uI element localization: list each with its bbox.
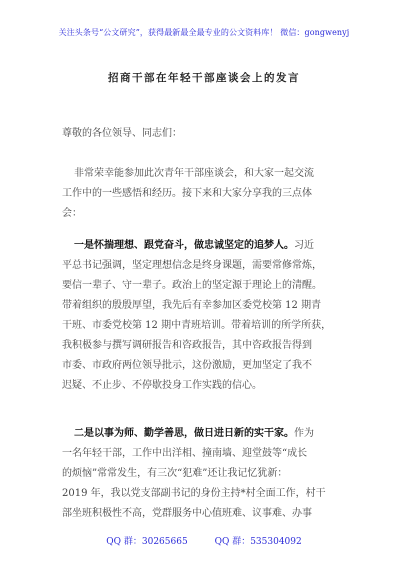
paragraph-line: 迟疑、不止步、不停歇投身工作实践的信心。: [62, 380, 262, 391]
paragraph-line: 工作中的一些感悟和经历。接下来和大家分享我的三点体: [62, 188, 312, 199]
qq-group-2: QQ 群：535304092: [214, 537, 302, 547]
paragraph-line: 平总书记强调，坚定理想信念是终身课题，需要常修常炼，: [62, 260, 322, 271]
qq-group-1: QQ 群：30265665: [106, 537, 188, 547]
paragraph-line: 干班、市委党校第 12 期中青班培训。带着培训的所学所获，: [62, 320, 332, 331]
paragraph-line: 会：: [62, 208, 82, 219]
paragraph-line: 2019 年，我以党支部副书记的身份主持*村全面工作，村干: [62, 488, 326, 499]
document-title: 招商干部在年轻干部座谈会上的发言: [108, 72, 300, 84]
heading-trailing-text: 作为: [294, 428, 314, 439]
paragraph-line: [74, 424, 314, 440]
paragraph-line: [74, 236, 314, 252]
paragraph-line: 非常荣幸能参加此次青年干部座谈会，和大家一起交流: [74, 168, 314, 179]
paragraph-line: 要信一辈子、守一辈子。政治上的坚定源于理论上的清醒。: [62, 280, 322, 291]
paragraph-line: 部坐班积极性不高，党群服务中心值班难、议事难、办事: [62, 508, 312, 519]
header-banner: 关注头条号“公文研究”，获得最新最全最专业的公文资料库！ 微信：gongwenyj: [58, 28, 350, 37]
section-heading: 一是怀揣理想、跟党奋斗，做忠诚坚定的追梦人。: [74, 240, 294, 251]
section-heading: 二是以事为师、勤学善思，做日进日新的实干家。: [74, 428, 294, 439]
paragraph-line: 我积极参与撰写调研报告和咨政报告，其中咨政报告得到: [62, 340, 312, 351]
paragraph-line: 的烦恼”常常发生，有三次“犯难”还让我记忆犹新：: [62, 468, 288, 479]
paragraph-line: 市委、市政府两位领导批示，这份激励，更加坚定了我不: [62, 360, 312, 371]
footer-contact: [0, 534, 408, 547]
heading-trailing-text: 习近: [294, 240, 314, 251]
paragraph-line: 带着组织的殷殷厚望，我先后有幸参加区委党校第 12 期青: [62, 300, 322, 311]
salutation: 尊敬的各位领导、同志们：: [62, 128, 182, 139]
paragraph-line: 一名年轻干部，工作中出洋相、撞南墙、迎堂鼓等“成长: [62, 448, 308, 459]
